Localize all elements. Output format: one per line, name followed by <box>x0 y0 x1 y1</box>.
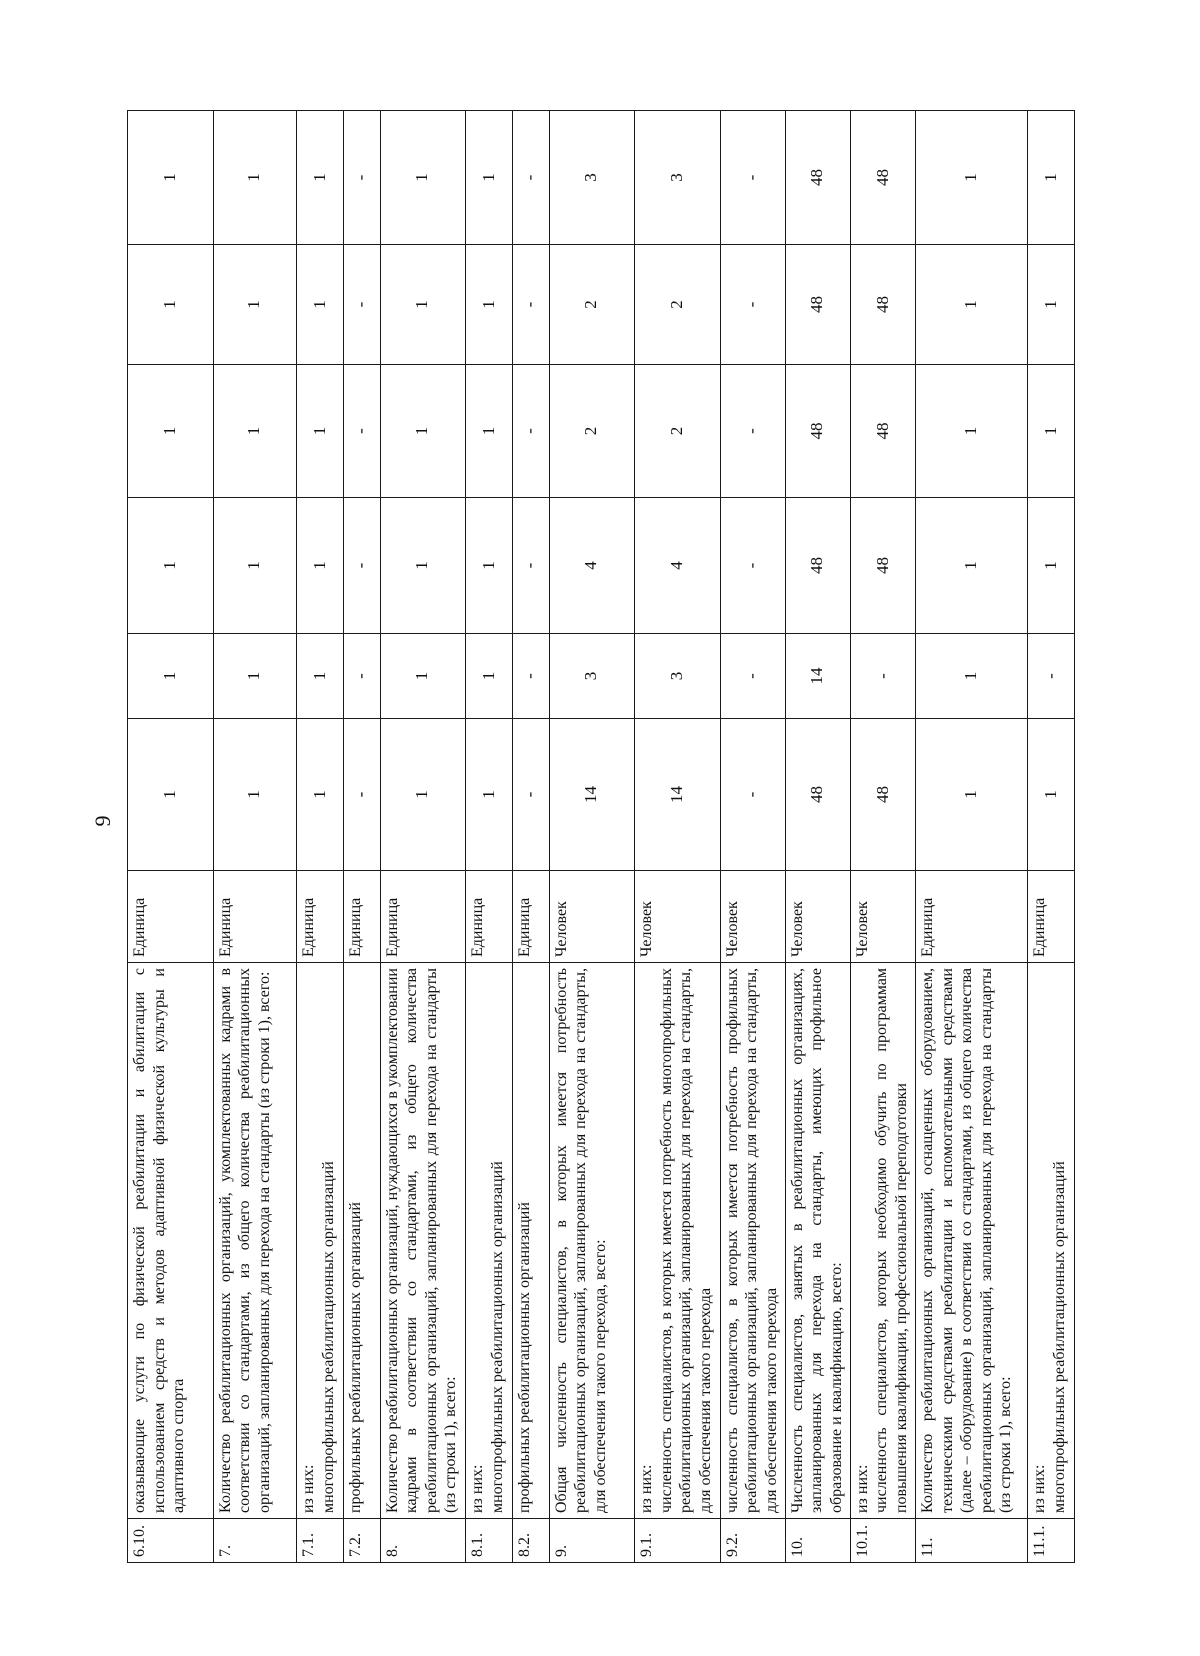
value-cell: 1 <box>213 634 296 719</box>
value-cell: 1 <box>466 111 513 245</box>
value-cell: 1 <box>297 719 344 871</box>
value-cell: 1 <box>1028 365 1075 498</box>
value-cell: - <box>343 111 380 245</box>
value-cell: 14 <box>549 719 635 871</box>
unit-cell: Человек <box>720 871 785 963</box>
value-cell: - <box>1028 634 1075 719</box>
value-cell: - <box>720 498 785 634</box>
row-number-cell: 7. <box>213 1519 296 1563</box>
value-cell: 1 <box>466 719 513 871</box>
value-cell: 1 <box>916 111 1028 245</box>
value-cell: 2 <box>635 245 721 365</box>
row-number-cell: 10.1. <box>850 1519 915 1563</box>
rotated-table-container <box>127 111 1075 1563</box>
unit-cell: Человек <box>785 871 850 963</box>
unit-cell: Единица <box>343 871 380 963</box>
row-number-cell: 9. <box>549 1519 635 1563</box>
row-number-cell: 10. <box>785 1519 850 1563</box>
value-cell: 1 <box>380 719 466 871</box>
value-cell: - <box>512 634 549 719</box>
row-number-cell: 7.1. <box>297 1519 344 1563</box>
value-cell: 3 <box>549 111 635 245</box>
value-cell: 1 <box>128 498 214 634</box>
indicator-name-cell: из них: численность специалистов, которых необходимо обучить по программам повышения квалификации, профессиональной переподготовки <box>850 963 915 1519</box>
value-cell: 1 <box>128 634 214 719</box>
value-cell: 1 <box>213 365 296 498</box>
value-cell: - <box>512 111 549 245</box>
row-number-cell: 9.2. <box>720 1519 785 1563</box>
value-cell: 4 <box>549 498 635 634</box>
indicator-name-cell: из них: многопрофильных реабилитационных организаций <box>466 963 513 1519</box>
table-body <box>128 111 1075 1563</box>
table-row <box>1028 111 1075 1563</box>
indicator-name-cell: из них: многопрофильных реабилитационных организаций <box>297 963 344 1519</box>
value-cell: 1 <box>380 245 466 365</box>
value-cell: - <box>720 111 785 245</box>
value-cell: 48 <box>850 245 915 365</box>
value-cell: - <box>720 365 785 498</box>
unit-cell: Единица <box>380 871 466 963</box>
value-cell: 3 <box>635 111 721 245</box>
value-cell: 48 <box>850 498 915 634</box>
indicator-name-cell: из них: численность специалистов, в которых имеется потребность многопрофильных реабилитационных организаций, запланированных для перехода на стандарты, для обеспечения такого перехода <box>635 963 721 1519</box>
value-cell: 1 <box>213 245 296 365</box>
value-cell: 1 <box>128 365 214 498</box>
value-cell: - <box>720 634 785 719</box>
row-number-cell: 11. <box>916 1519 1028 1563</box>
indicator-name-cell: оказывающие услуги по физической реабилитации и абилитации с использованием средств и методов адаптивной физической культуры и адаптивного спорта <box>128 963 214 1519</box>
value-cell: 1 <box>380 365 466 498</box>
value-cell: 1 <box>297 634 344 719</box>
table-row <box>785 111 850 1563</box>
row-number-cell: 11.1. <box>1028 1519 1075 1563</box>
table-row <box>343 111 380 1563</box>
value-cell: - <box>343 498 380 634</box>
unit-cell: Единица <box>297 871 344 963</box>
table-row <box>850 111 915 1563</box>
value-cell: 1 <box>380 634 466 719</box>
indicator-name-cell: Количество реабилитационных организаций, нуждающихся в укомплектовании кадрами в соответствии со стандартами, из общего количества реабилитационных организаций, запланированных для перехода на стандарты (из строки 1), всего: <box>380 963 466 1519</box>
value-cell: - <box>850 634 915 719</box>
table-row <box>916 111 1028 1563</box>
value-cell: 1 <box>1028 111 1075 245</box>
value-cell: 1 <box>466 634 513 719</box>
value-cell: 14 <box>785 634 850 719</box>
value-cell: 1 <box>213 498 296 634</box>
indicator-name-cell: Общая численность специалистов, в которых имеется потребность реабилитационных организаций, запланированных для перехода на стандарты, для обеспечения такого перехода, всего: <box>549 963 635 1519</box>
value-cell: - <box>512 498 549 634</box>
value-cell: 1 <box>128 719 214 871</box>
row-number-cell: 8.2. <box>512 1519 549 1563</box>
value-cell: 1 <box>380 111 466 245</box>
value-cell: 1 <box>466 365 513 498</box>
unit-cell: Единица <box>1028 871 1075 963</box>
value-cell: 1 <box>297 365 344 498</box>
value-cell: 1 <box>916 365 1028 498</box>
value-cell: 1 <box>916 245 1028 365</box>
unit-cell: Единица <box>466 871 513 963</box>
table-row <box>512 111 549 1563</box>
value-cell: - <box>512 365 549 498</box>
indicators-table <box>127 110 1075 1563</box>
value-cell: - <box>720 245 785 365</box>
value-cell: 1 <box>128 245 214 365</box>
unit-cell: Единица <box>128 871 214 963</box>
value-cell: 1 <box>916 498 1028 634</box>
value-cell: 2 <box>635 365 721 498</box>
value-cell: 2 <box>549 245 635 365</box>
value-cell: 48 <box>785 365 850 498</box>
value-cell: 1 <box>380 498 466 634</box>
unit-cell: Человек <box>549 871 635 963</box>
unit-cell: Единица <box>512 871 549 963</box>
value-cell: 1 <box>128 111 214 245</box>
row-number-cell: 9.1. <box>635 1519 721 1563</box>
value-cell: 1 <box>1028 498 1075 634</box>
table-row <box>466 111 513 1563</box>
unit-cell: Человек <box>635 871 721 963</box>
page-number: 9 <box>90 815 115 827</box>
value-cell: 48 <box>850 111 915 245</box>
value-cell: 1 <box>1028 719 1075 871</box>
value-cell: 1 <box>297 245 344 365</box>
value-cell: 1 <box>916 719 1028 871</box>
table-row <box>213 111 296 1563</box>
table-row <box>380 111 466 1563</box>
value-cell: - <box>343 634 380 719</box>
unit-cell: Человек <box>850 871 915 963</box>
row-number-cell: 6.10. <box>128 1519 214 1563</box>
value-cell: - <box>343 365 380 498</box>
unit-cell: Единица <box>213 871 296 963</box>
value-cell: 1 <box>213 719 296 871</box>
indicator-name-cell: профильных реабилитационных организаций <box>343 963 380 1519</box>
value-cell: 48 <box>785 719 850 871</box>
row-number-cell: 8.1. <box>466 1519 513 1563</box>
value-cell: 1 <box>297 498 344 634</box>
value-cell: - <box>512 245 549 365</box>
indicator-name-cell: Количество реабилитационных организаций, оснащенных оборудованием, техническими средствами реабилитации и вспомогательными средствами (далее – оборудование) в соответствии со стандартами, из общего количества реабилитационных организаций, запланированных для перехода на стандарты (из строки 1), всего: <box>916 963 1028 1519</box>
table-row <box>635 111 721 1563</box>
value-cell: - <box>343 245 380 365</box>
value-cell: 48 <box>785 111 850 245</box>
value-cell: 4 <box>635 498 721 634</box>
row-number-cell: 7.2. <box>343 1519 380 1563</box>
value-cell: 3 <box>635 634 721 719</box>
value-cell: 1 <box>1028 245 1075 365</box>
row-number-cell: 8. <box>380 1519 466 1563</box>
table-row <box>720 111 785 1563</box>
indicator-name-cell: Численность специалистов, занятых в реабилитационных организациях, запланированных для перехода на стандарты, имеющих профильное образование и квалификацию, всего: <box>785 963 850 1519</box>
value-cell: 14 <box>635 719 721 871</box>
value-cell: - <box>343 719 380 871</box>
value-cell: 48 <box>785 245 850 365</box>
value-cell: 1 <box>213 111 296 245</box>
indicator-name-cell: Количество реабилитационных организаций, укомплектованных кадрами в соответствии со стандартами, из общего количества реабилитационных организаций, запланированных для перехода на стандарты (из строки 1), всего: <box>213 963 296 1519</box>
value-cell: 48 <box>850 365 915 498</box>
value-cell: 2 <box>549 365 635 498</box>
value-cell: 1 <box>297 111 344 245</box>
indicator-name-cell: численность специалистов, в которых имеется потребность профильных реабилитационных организаций, запланированных для перехода на стандарты, для обеспечения такого перехода <box>720 963 785 1519</box>
indicator-name-cell: профильных реабилитационных организаций <box>512 963 549 1519</box>
unit-cell: Единица <box>916 871 1028 963</box>
rotation-frame <box>127 111 1075 1563</box>
value-cell: 1 <box>466 245 513 365</box>
table-row <box>297 111 344 1563</box>
value-cell: 1 <box>466 498 513 634</box>
value-cell: 48 <box>850 719 915 871</box>
table-row <box>128 111 214 1563</box>
indicator-name-cell: из них: многопрофильных реабилитационных организаций <box>1028 963 1075 1519</box>
value-cell: - <box>720 719 785 871</box>
value-cell: 48 <box>785 498 850 634</box>
value-cell: - <box>512 719 549 871</box>
table-row <box>549 111 635 1563</box>
value-cell: 3 <box>549 634 635 719</box>
value-cell: 1 <box>916 634 1028 719</box>
